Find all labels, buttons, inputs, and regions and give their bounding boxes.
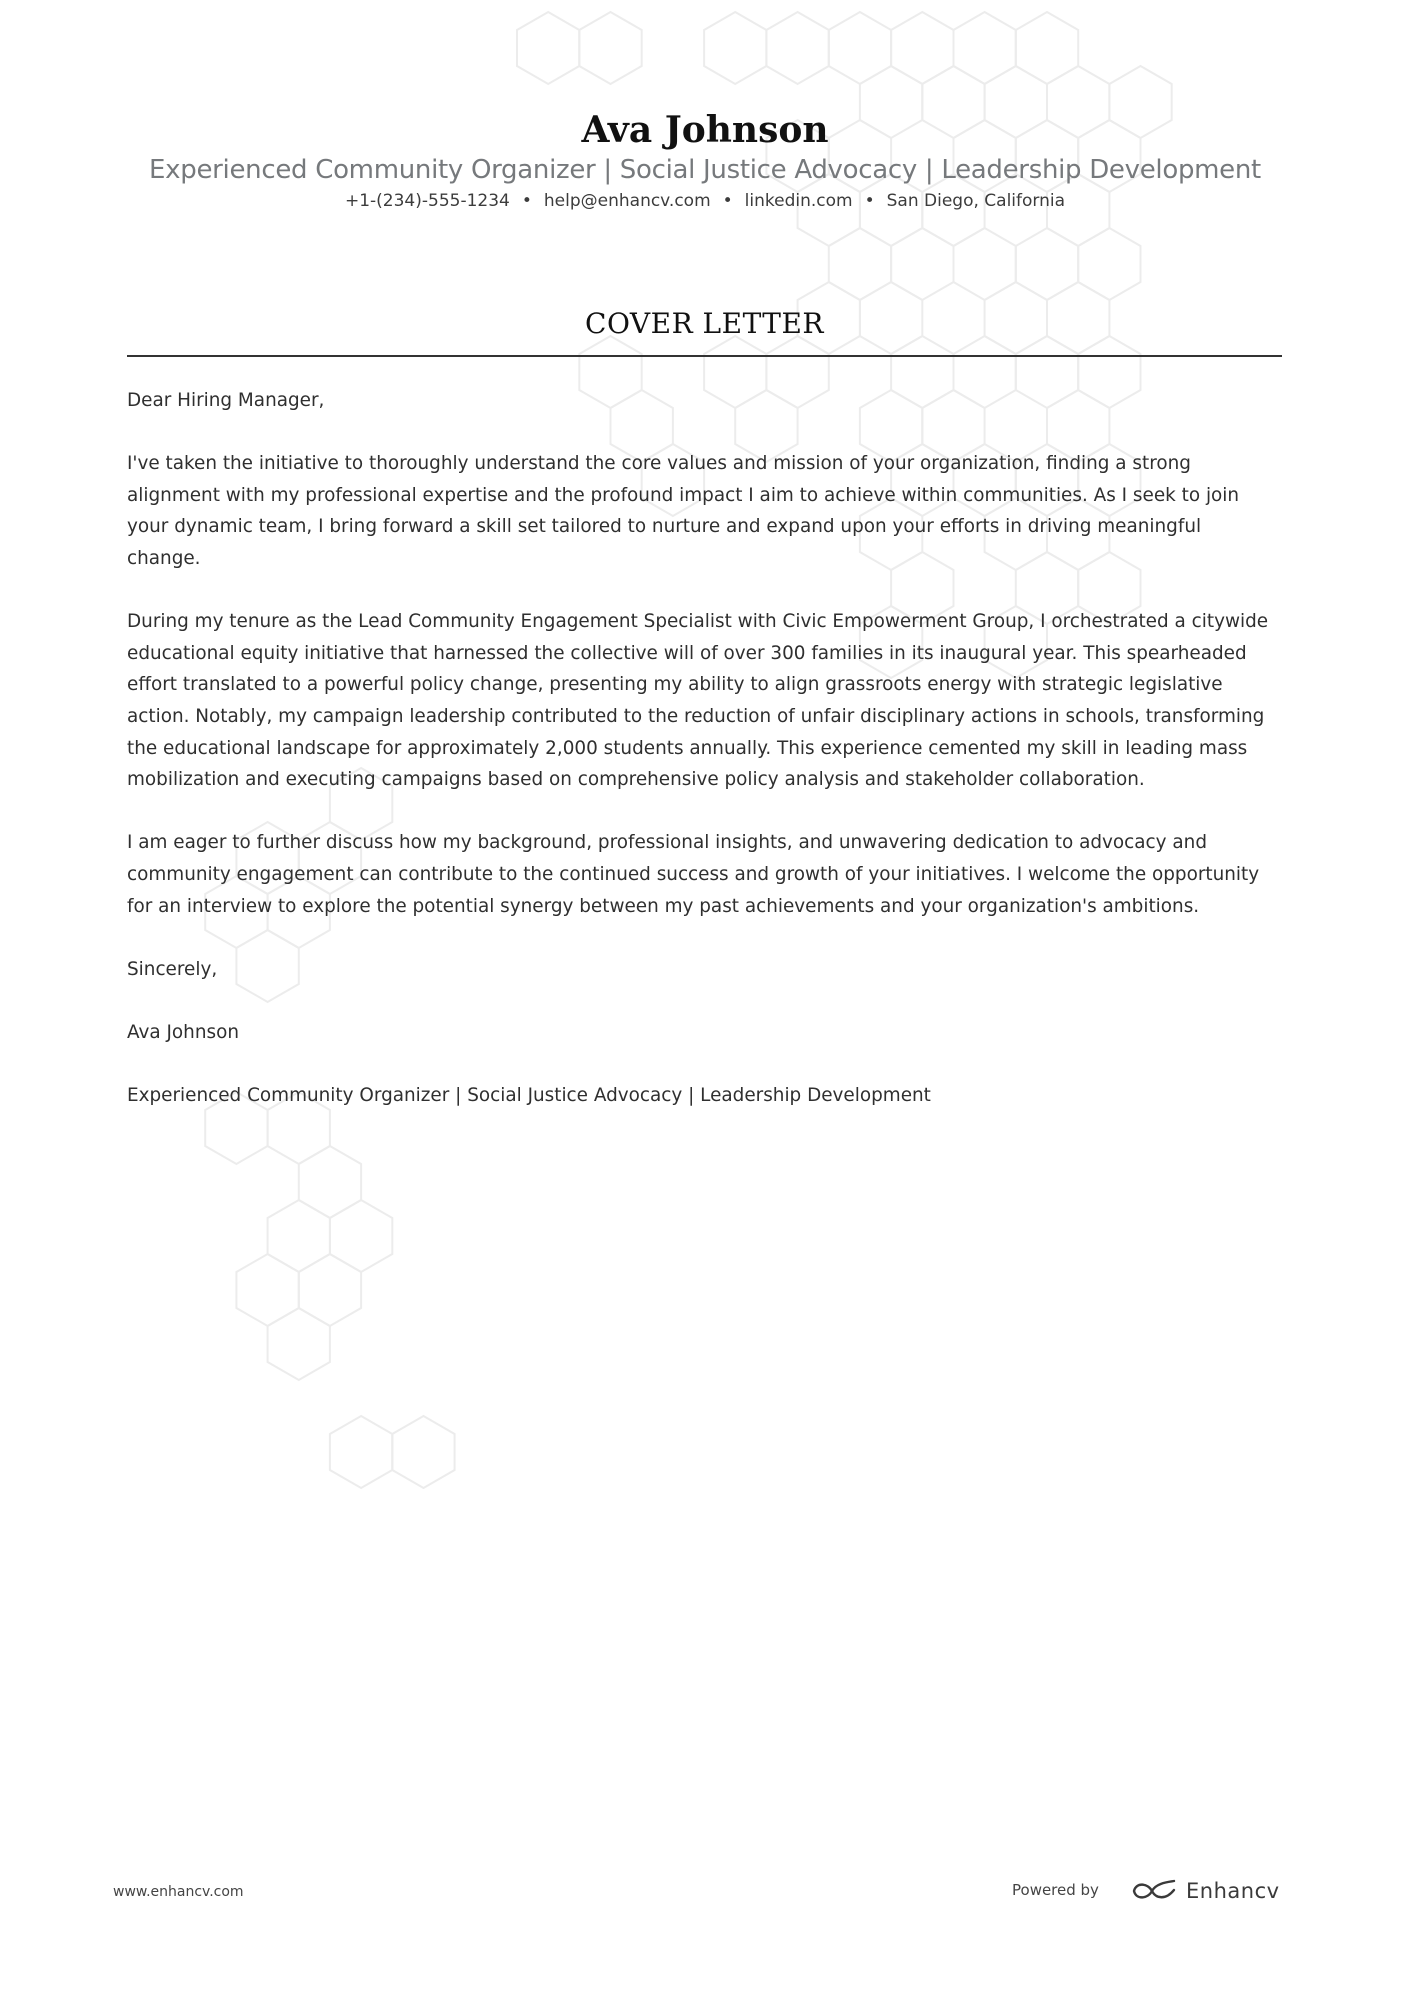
signature-name: Ava Johnson [127, 1021, 239, 1043]
header [100, 108, 1310, 212]
letter-body [127, 385, 1277, 1143]
section-title: COVER LETTER [585, 307, 824, 340]
letter-paragraph: I am eager to further discuss how my background, professional insights, and unwavering dedication to advocacy and community engagement can contribute to the continued success and growth of your initiatives. I welcome the opportunity for an interview to explore the potential synergy between my past achievements and your organization's ambitions. [127, 832, 1260, 917]
phone-number: +1-(234)-555-1234 [344, 191, 510, 211]
letter-greeting: Dear Hiring Manager, [127, 390, 325, 411]
powered-by-label: Powered by [1012, 1881, 1099, 1899]
contact-separator: • [521, 191, 532, 211]
email-address: help@enhancv.com [543, 191, 711, 211]
letter-paragraph: I've taken the initiative to thoroughly understand the core values and mission of your organization, finding a strong alignment with my professional expertise and the profound impact I aim to achieve within communities. As I seek to join your dynamic team, I bring forward a skill set tailored to nurture and expand upon your efforts in driving meaningful change. [127, 453, 1240, 569]
section-divider [127, 355, 1282, 357]
applicant-name: Ava Johnson [581, 109, 829, 151]
contact-separator: • [722, 191, 733, 211]
location: San Diego, California [886, 191, 1066, 211]
applicant-headline: Experienced Community Organizer | Social Justice Advocacy | Leadership Development [149, 155, 1261, 185]
letter-closing: Sincerely, [127, 958, 218, 980]
linkedin-link: linkedin.com [744, 191, 853, 211]
enhancv-logo-icon [1130, 1878, 1178, 1904]
enhancv-brand[interactable] [1130, 1876, 1280, 1906]
contact-info [100, 190, 1310, 212]
footer-website-link[interactable]: www.enhancv.com [113, 1884, 244, 1900]
contact-separator: • [864, 191, 875, 211]
signature-title: Experienced Community Organizer | Social Justice Advocacy | Leadership Development [127, 1085, 931, 1107]
enhancv-brand-name: Enhancv [1186, 1879, 1280, 1903]
letter-paragraph: During my tenure as the Lead Community Engagement Specialist with Civic Empowerment Group, I orchestrated a citywide educational equity initiative that harnessed the collective will of over 300 families in its inaugural year. This spearheaded effort translated to a powerful policy change, presenting my ability to align grassroots energy with strategic legislative action. Notably, my campaign leadership contributed to the reduction of unfair disciplinary actions in schools, transforming the educational landscape for approximately 2,000 students annually. This experience cemented my skill in leading mass mobilization and executing campaigns based on comprehensive policy analysis and stakeholder collaboration. [127, 611, 1269, 791]
